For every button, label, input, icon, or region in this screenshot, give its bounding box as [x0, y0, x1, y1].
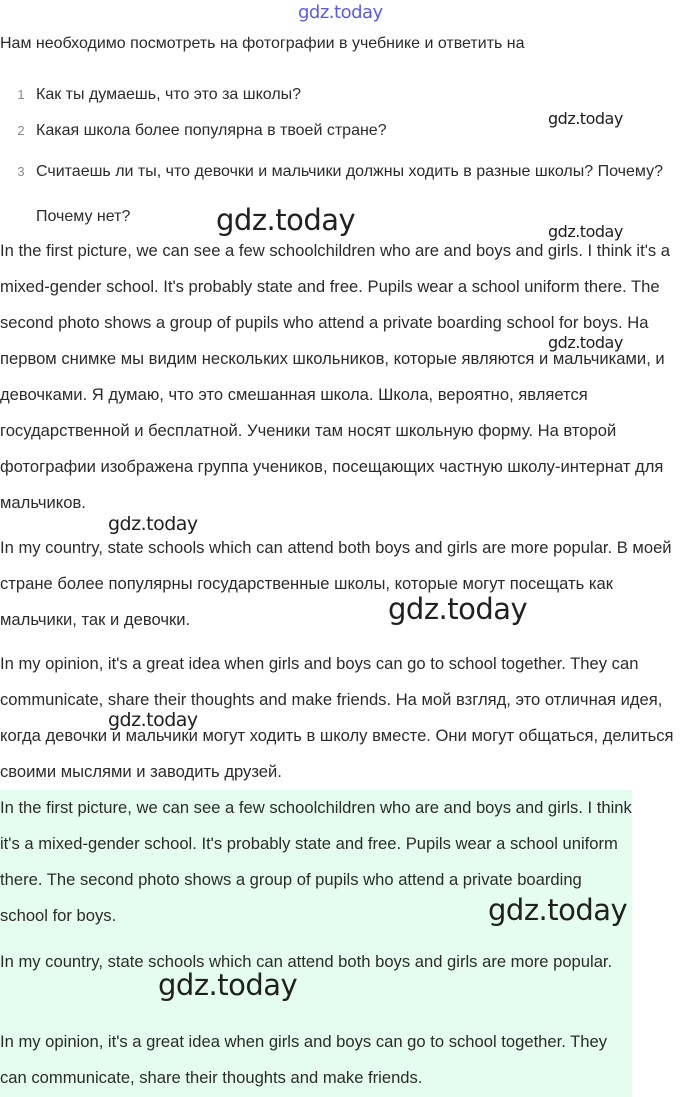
watermark: gdz.today: [158, 968, 298, 1002]
summary-paragraph-1: In the first picture, we can see a few schoolchildren who are and boys and girls. I think it's a mixed-gender school. It's probably state and free. Pupils wear a school uniform there. The second photo shows a group of pupils who attend a private boarding school for boys.: [0, 798, 632, 925]
question-number: 1: [17, 87, 25, 102]
site-logo[interactable]: gdz.today: [298, 2, 383, 23]
task-intro: Нам необходимо посмотреть на фотографии в учебнике и ответить на: [0, 35, 525, 52]
watermark: gdz.today: [488, 893, 628, 927]
english-summary-block: [0, 790, 632, 1097]
answer-paragraph-1: In the first picture, we can see a few schoolchildren who are and boys and girls. I think it's a mixed-gender school. It's probably state and free. Pupils wear a school uniform there. The second photo shows a group of pupils who attend a private boarding school for boys. На первом снимке мы видим нескольких школьников, которые являются и мальчиками, и девочками. Я думаю, что это смешанная школа. Школа, вероятно, является государственной и бесплатной. Ученики там носят школьную форму. На второй фотографии изображена группа учеников, посещающих частную школу-интернат для мальчиков.: [0, 241, 671, 512]
watermark: gdz.today: [216, 203, 356, 237]
summary-paragraph-3: In my opinion, it's a great idea when girls and boys can go to school together. They can communicate, share their thoughts and make friends.: [0, 1032, 608, 1087]
answer-paragraph-3: In my opinion, it's a great idea when girls and boys can go to school together. They can communicate, share their thoughts and make friends. На мой взгляд, это отличная идея, когда девочки и мальчики могут ходить в школу вместе. Они могут общаться, делиться своими мыслями и заводить друзей.: [0, 654, 674, 781]
list-item: [0, 77, 680, 113]
watermark: gdz.today: [548, 333, 623, 352]
question-number: 3: [17, 164, 25, 179]
watermark: gdz.today: [108, 513, 198, 535]
question-text: Какая школа более популярна в твоей стране?: [36, 122, 387, 139]
watermark: gdz.today: [548, 109, 623, 128]
watermark: gdz.today: [548, 222, 623, 241]
answer-paragraph-2: In my country, state schools which can attend both boys and girls are more popular. В моей стране более популярны государственные школы, которые могут посещать как мальчики, так и девочки.: [0, 538, 672, 629]
question-text: Считаешь ли ты, что девочки и мальчики должны ходить в разные школы? Почему? Почему нет?: [36, 163, 663, 225]
question-text: Как ты думаешь, что это за школы?: [36, 86, 302, 103]
summary-paragraph-2: In my country, state schools which can attend both boys and girls are more popular.: [0, 952, 613, 971]
question-number: 2: [17, 123, 25, 138]
watermark: gdz.today: [108, 709, 198, 731]
watermark: gdz.today: [388, 592, 528, 626]
